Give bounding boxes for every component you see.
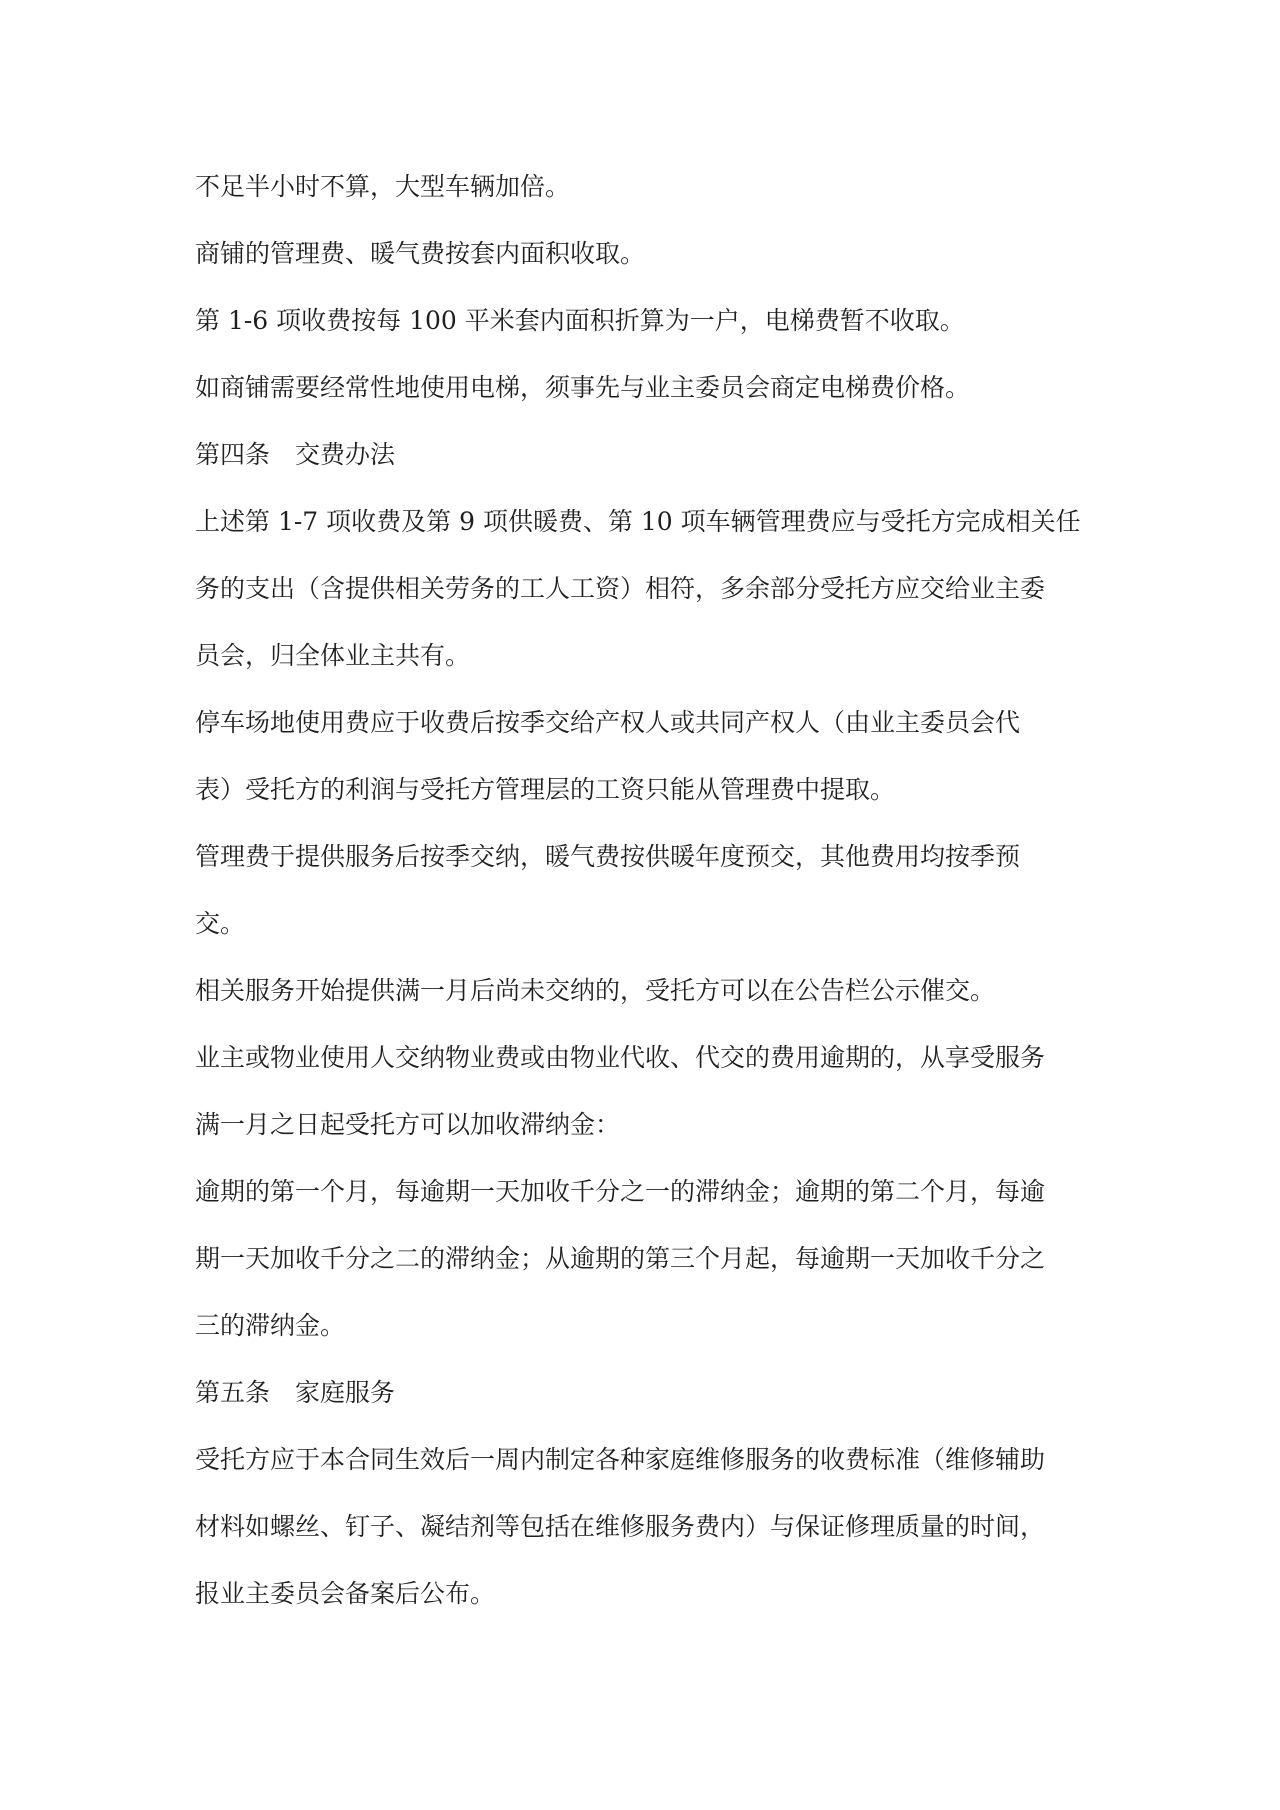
- text-line: 材料如螺丝、钉子、凝结剂等包括在维修服务费内）与保证修理质量的时间，: [195, 1512, 1046, 1541]
- text-line: 如商铺需要经常性地使用电梯，须事先与业主委员会商定电梯费价格。: [195, 373, 971, 402]
- text-line: 业主或物业使用人交纳物业费或由物业代收、代交的费用逾期的，从享受服务: [195, 1043, 1046, 1072]
- text-line: 交。: [195, 909, 246, 938]
- text-line: 满一月之日起受托方可以加收滞纳金：: [195, 1110, 621, 1139]
- section-heading: 第四条 交费办法: [195, 440, 396, 469]
- text-line: 务的支出（含提供相关劳务的工人工资）相符，多余部分受托方应交给业主委: [195, 574, 1046, 603]
- text-line: 三的滞纳金。: [195, 1311, 346, 1340]
- text-line: 上述第 1-7 项收费及第 9 项供暖费、第 10 项车辆管理费应与受托方完成相关任: [195, 507, 1081, 536]
- text-line: 受托方应于本合同生效后一周内制定各种家庭维修服务的收费标准（维修辅助: [195, 1445, 1046, 1474]
- text-line: 期一天加收千分之二的滞纳金；从逾期的第三个月起，每逾期一天加收千分之: [195, 1244, 1046, 1273]
- text-line: 不足半小时不算，大型车辆加倍。: [195, 172, 571, 201]
- text-line: 表）受托方的利润与受托方管理层的工资只能从管理费中提取。: [195, 775, 896, 804]
- text-line: 第 1-6 项收费按每 100 平米套内面积折算为一户，电梯费暂不收取。: [195, 306, 965, 335]
- text-line: 停车场地使用费应于收费后按季交给产权人或共同产权人（由业主委员会代: [195, 708, 1021, 737]
- document-body: [195, 170, 1095, 1610]
- section-heading: 第五条 家庭服务: [195, 1378, 396, 1407]
- text-line: 商铺的管理费、暖气费按套内面积收取。: [195, 239, 646, 268]
- text-line: 员会，归全体业主共有。: [195, 641, 471, 670]
- text-line: 管理费于提供服务后按季交纳，暖气费按供暖年度预交，其他费用均按季预: [195, 842, 1021, 871]
- text-line: 相关服务开始提供满一月后尚未交纳的，受托方可以在公告栏公示催交。: [195, 976, 996, 1005]
- text-line: 报业主委员会备案后公布。: [195, 1579, 496, 1608]
- text-line: 逾期的第一个月，每逾期一天加收千分之一的滞纳金；逾期的第二个月，每逾: [195, 1177, 1046, 1206]
